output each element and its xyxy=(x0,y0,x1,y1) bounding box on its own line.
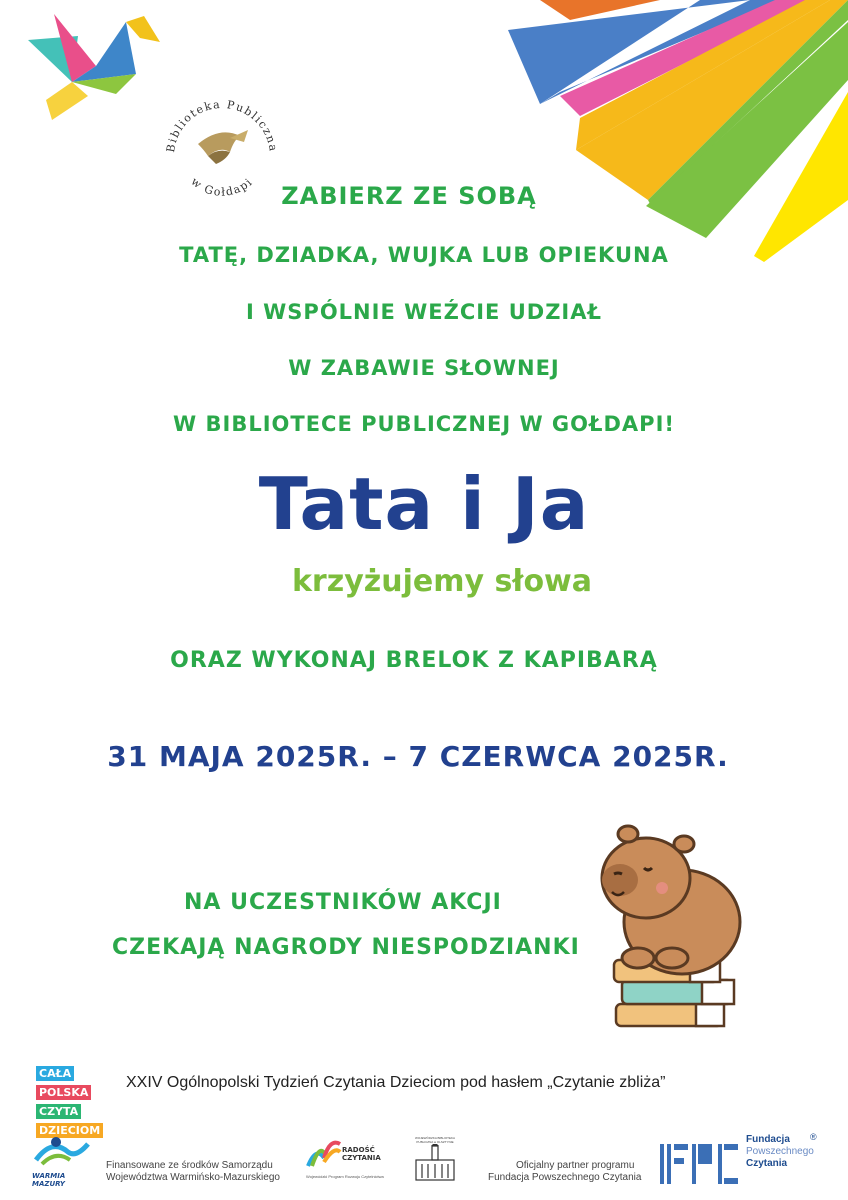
wbp-caption: WOJEWÓDZKA BIBLIOTEKA PUBLICZNA w OLSZTYNIE xyxy=(414,1136,455,1144)
fpc-text-line-2: Powszechnego xyxy=(746,1146,814,1157)
cala-polska-czyta-dzieciom-logo xyxy=(36,1062,112,1138)
radosc-line-2: CZYTANIA xyxy=(342,1154,381,1162)
cpcd-line-2: POLSKA xyxy=(36,1085,91,1100)
invitation-line-4: W ZABAWIE SŁOWNEJ xyxy=(288,356,560,380)
warmia-mazury-logo xyxy=(32,1134,92,1188)
logo-text-top: Biblioteka Publiczna xyxy=(164,97,280,154)
invitation-line-2: TATĘ, DZIADKA, WUJKA LUB OPIEKUNA xyxy=(179,243,669,267)
cpcd-line-1: CAŁA xyxy=(36,1066,74,1081)
fpc-text-line-1: Fundacja xyxy=(746,1134,790,1145)
capybara-on-books-illustration xyxy=(598,818,748,1030)
fpc-letters-icon xyxy=(658,1136,742,1186)
cpcd-line-3: CZYTA xyxy=(36,1104,81,1119)
radosc-caption: Wojewódzki Program Rozwoju Czytelnictwa xyxy=(306,1174,384,1179)
warmia-mazury-wave-icon xyxy=(32,1134,92,1168)
color-fan-decoration xyxy=(500,0,848,270)
fpc-text-line-3: Czytania xyxy=(746,1158,788,1169)
invitation-line-3: I WSPÓLNIE WEŹCIE UDZIAŁ xyxy=(246,300,602,324)
registered-mark: ® xyxy=(810,1132,817,1142)
radosc-czytania-logo xyxy=(306,1136,384,1188)
partner-text-line-2: Fundacja Powszechnego Czytania xyxy=(488,1172,642,1183)
funding-text-line-1: Finansowane ze środków Samorządu xyxy=(106,1160,273,1171)
radosc-line-1: RADOŚĆ xyxy=(342,1146,375,1154)
warmia-mazury-text: WARMIA MAZURY xyxy=(32,1172,66,1188)
event-subtitle: krzyżujemy słowa xyxy=(291,564,593,599)
funding-text-line-2: Województwa Warmińsko-Mazurskiego xyxy=(106,1172,280,1183)
keychain-workshop-line: ORAZ WYKONAJ BRELOK Z KAPIBARĄ xyxy=(170,648,658,673)
campaign-text: XXIV Ogólnopolski Tydzień Czytania Dzieciom pod hasłem „Czytanie zbliża” xyxy=(126,1074,666,1091)
event-title: Tata i Ja xyxy=(258,462,590,546)
fundacja-powszechnego-czytania-logo xyxy=(658,1132,818,1188)
prizes-line-2: CZEKAJĄ NAGRODY NIESPODZIANKI xyxy=(112,935,580,960)
library-building-icon xyxy=(412,1144,458,1184)
invitation-line-5: W BIBLIOTECE PUBLICZNEJ W GOŁDAPI! xyxy=(173,412,675,436)
partner-text-line-1: Oficjalny partner programu xyxy=(516,1160,635,1171)
cpcd-line-4: DZIECIOM xyxy=(36,1123,103,1138)
open-book-icon xyxy=(306,1136,342,1170)
origami-bird-decoration xyxy=(26,12,166,124)
invitation-line-1: ZABIERZ ZE SOBĄ xyxy=(281,182,537,210)
event-dates: 31 MAJA 2025R. – 7 CZERWCA 2025R. xyxy=(107,740,729,773)
logo-text-bottom: w Gołdapi xyxy=(188,174,256,199)
prizes-line-1: NA UCZESTNIKÓW AKCJI xyxy=(184,890,502,915)
wbp-olsztyn-logo xyxy=(412,1136,458,1186)
